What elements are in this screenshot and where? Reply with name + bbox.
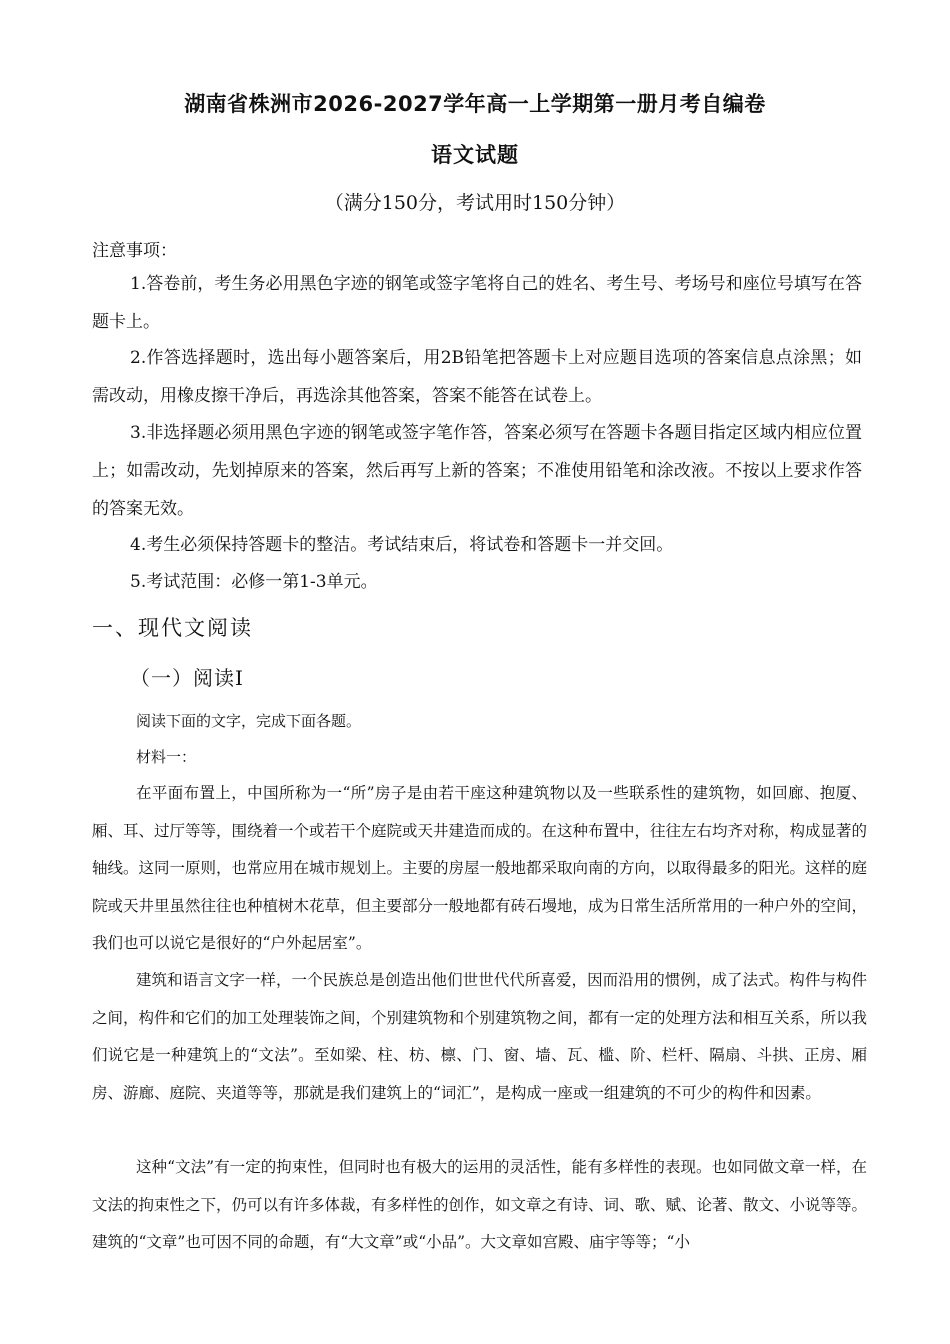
exam-subtitle: 语文试题: [431, 143, 519, 167]
notice-heading: 注意事项：: [92, 241, 177, 261]
body-paragraph: 这种“文法”有一定的拘束性，但同时也有极大的运用的灵活性，能有多样性的表现。也如同做文章一样，在文法的拘束性之下，仍可以有许多体裁，有多样性的创作，如文章之有诗、词、歌、赋、论著、散文、小说等等。建筑的“文章”也可因不同的命题，有“大文章”或“小品”。大文章如宫殿、庙宇等等；“小: [92, 1158, 868, 1251]
score-info: （满分150分，考试用时150分钟）: [324, 192, 626, 214]
reading-instruction: 阅读下面的文字，完成下面各题。: [136, 712, 362, 730]
material-label: 材料一：: [136, 748, 197, 766]
sub-heading: （一）阅读I: [130, 666, 244, 690]
exam-title: 湖南省株洲市2026-2027学年高一上学期第一册月考自编卷: [184, 92, 766, 116]
notice-item: 5.考试范围：必修一第1-3单元。: [130, 572, 378, 592]
notice-item: 3.非选择题必须用黑色字迹的钢笔或签字笔作答，答案必须写在答题卡各题目指定区域内相应位置上；如需改动，先划掉原来的答案，然后再写上新的答案；不准使用铅笔和涂改液。不按以上要求作答的答案无效。: [92, 423, 862, 519]
notice-item: 2.作答选择题时，选出每小题答案后，用2B铅笔把答题卡上对应题目选项的答案信息点涂黑；如需改动，用橡皮擦干净后，再选涂其他答案，答案不能答在试卷上。: [92, 348, 862, 406]
notice-item: 4.考生必须保持答题卡的整洁。考试结束后，将试卷和答题卡一并交回。: [130, 535, 674, 555]
body-paragraph: 建筑和语言文字一样，一个民族总是创造出他们世世代代所喜爱，因而沿用的惯例，成了法式。构件与构件之间，构件和它们的加工处理装饰之间，个别建筑物和个别建筑物之间，都有一定的处理方法和相互关系，所以我们说它是一种建筑上的“文法”。至如梁、柱、枋、檩、门、窗、墙、瓦、槛、阶、栏杆、隔扇、斗拱、正房、厢房、游廊、庭院、夹道等等，那就是我们建筑上的“词汇”，是构成一座或一组建筑的不可少的构件和因素。: [92, 971, 868, 1102]
notice-item: 1.答卷前，考生务必用黑色字迹的钢笔或签字笔将自己的姓名、考生号、考场号和座位号填写在答题卡上。: [92, 274, 862, 332]
section-heading: 一、现代文阅读: [92, 616, 253, 640]
body-paragraph: 在平面布置上，中国所称为一“所”房子是由若干座这种建筑物以及一些联系性的建筑物，如回廊、抱厦、厢、耳、过厅等等，围绕着一个或若干个庭院或天井建造而成的。在这种布置中，往往左右均齐对称，构成显著的轴线。这同一原则，也常应用在城市规划上。主要的房屋一般地都采取向南的方向，以取得最多的阳光。这样的庭院或天井里虽然往往也种植树木花草，但主要部分一般地都有砖石墁地，成为日常生活所常用的一种户外的空间，我们也可以说它是很好的“户外起居室”。: [92, 784, 868, 952]
